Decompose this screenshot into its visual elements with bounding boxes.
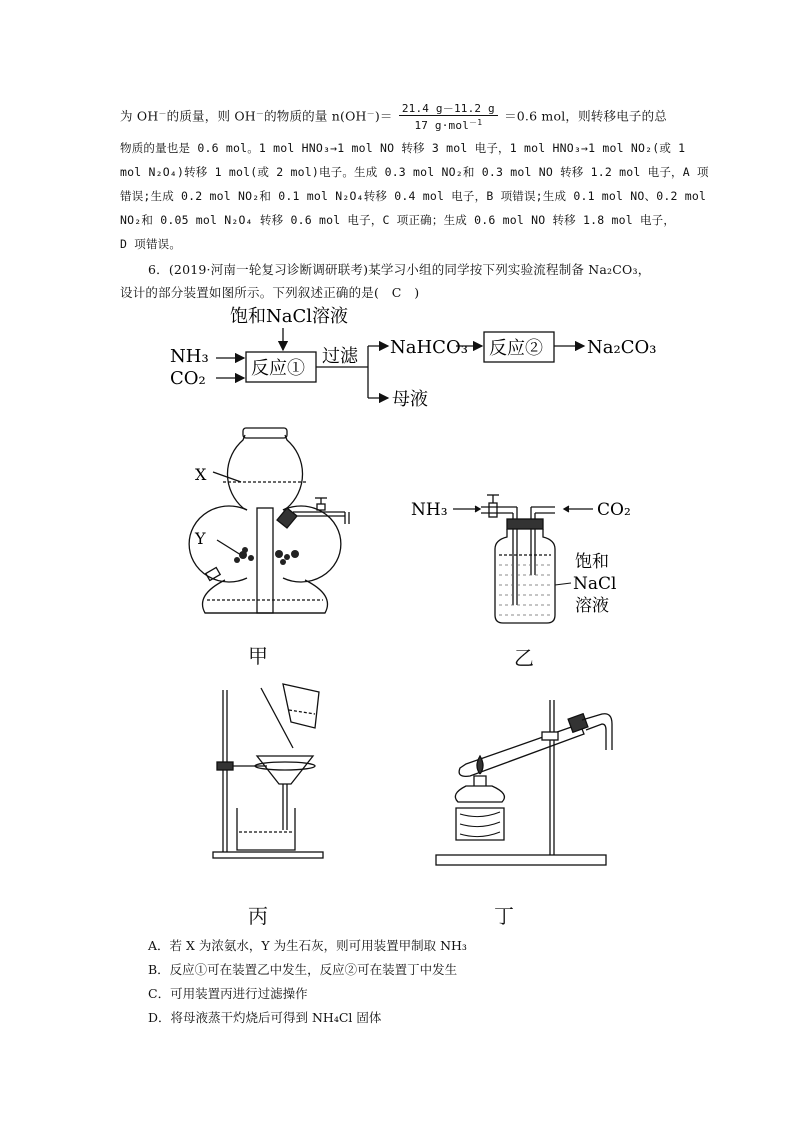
label-nacl: NaCl (573, 574, 617, 594)
caption-bing: 丙 (248, 904, 268, 928)
explanation-line-6: D 项错误。 (120, 237, 182, 251)
caption-ding: 丁 (494, 904, 514, 928)
apparatus-jia (185, 420, 365, 635)
label-saturated: 饱和 (575, 552, 609, 572)
label-x: X (195, 465, 207, 484)
option-a: A．若 X 为浓氨水，Y 为生石灰，则可用装置甲制取 NH₃ (148, 938, 467, 953)
label-nh3: NH₃ (411, 500, 448, 520)
explanation-line-5: NO₂和 0.05 mol N₂O₄ 转移 0.6 mol 电子，C 项正确；生成 0.6 mol NO 转移 1.8 mol 电子， (120, 213, 676, 227)
flow-step-filter: 过滤 (322, 346, 358, 367)
apparatus-ding (430, 690, 630, 875)
label-solution: 溶液 (575, 596, 609, 616)
explanation-line-1: 为 OH－的质量，则 OH－的物质的量 n(OH－)＝ $\frac{21.4 g-11.2 g}{17 g\cdot mol^{-1}}$ ＝0.6 mol，则转移电子的总 (120, 102, 668, 132)
flowchart (160, 300, 680, 415)
label-y: Y (195, 529, 206, 548)
apparatus-bing (205, 680, 345, 860)
apparatus-yi (405, 485, 645, 630)
flow-out-nahco3: NaHCO₃ (390, 337, 468, 358)
explanation-line-4: 错误;生成 0.2 mol NO₂和 0.1 mol N₂O₄转移 0.4 mol 电子，B 项错误;生成 0.1 mol NO、0.2 mol (120, 189, 707, 203)
option-b: B．反应①可在装置乙中发生，反应②可在装置丁中发生 (148, 962, 458, 977)
label-co2: CO₂ (597, 500, 631, 520)
option-c: C．可用装置丙进行过滤操作 (148, 986, 308, 1001)
fraction: $\frac{21.4 g-11.2 g}{17 g\cdot mol^{-1}}$ (399, 102, 498, 132)
flow-box1-label: 反应① (251, 358, 305, 379)
explanation-line-2: 物质的量也是 0.6 mol。1 mol HNO₃→1 mol NO 转移 3 mol 电子，1 mol HNO₃→1 mol NO₂(或 1 (120, 141, 686, 155)
flow-out-mother-liquor: 母液 (392, 389, 428, 410)
flow-input-nh3: NH₃ (170, 346, 209, 367)
caption-jia: 甲 (248, 644, 268, 668)
flow-input-co2: CO₂ (170, 368, 206, 389)
flow-top-input: 饱和NaCl溶液 (230, 306, 349, 327)
question-stem-1: 6．(2019·河南一轮复习诊断调研联考)某学习小组的同学按下列实验流程制备 Na₂CO₃， (148, 262, 651, 277)
caption-yi: 乙 (514, 646, 534, 670)
explanation-line-3: mol N₂O₄)转移 1 mol(或 2 mol)电子。生成 0.3 mol NO₂和 0.3 mol NO 转移 1.2 mol 电子，A 项 (120, 165, 709, 179)
flow-box2-label: 反应② (489, 338, 543, 359)
question-stem-2: 设计的部分装置如图所示。下列叙述正确的是( C ) (120, 285, 420, 300)
option-d: D．将母液蒸干灼烧后可得到 NH₄Cl 固体 (148, 1010, 382, 1025)
flow-product: Na₂CO₃ (587, 337, 657, 358)
